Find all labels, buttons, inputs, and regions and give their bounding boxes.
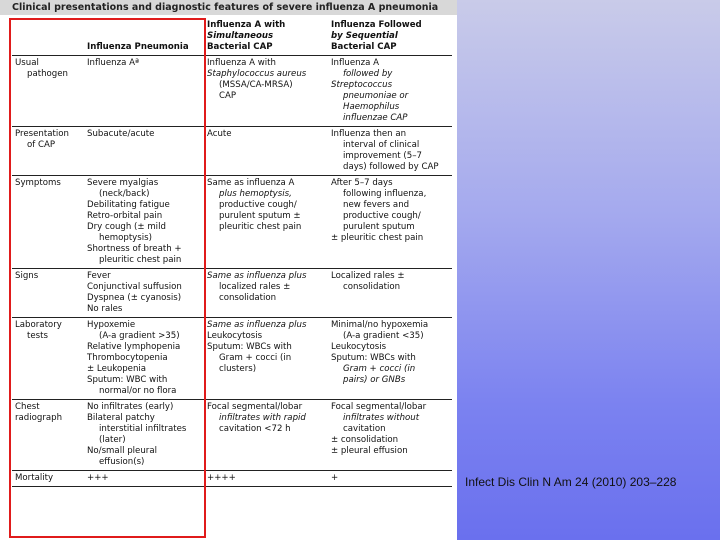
cell-line: Laboratory bbox=[15, 320, 62, 330]
cell-line: Same as influenza plus bbox=[207, 271, 307, 281]
table-row bbox=[12, 176, 452, 269]
cell-line: pleuritic chest pain bbox=[219, 222, 302, 232]
cell-line: Severe myalgias bbox=[87, 178, 159, 188]
cell-line: Streptococcus bbox=[331, 80, 393, 90]
cell-line: normal/or no flora bbox=[99, 386, 177, 396]
table-title: Clinical presentations and diagnostic features of severe influenza A pneumonia bbox=[0, 0, 457, 15]
cell-line: of CAP bbox=[27, 140, 56, 150]
cell-line: Sputum: WBCs with bbox=[331, 353, 416, 363]
cell-line: plus hemoptysis, bbox=[219, 189, 292, 199]
cell-line: consolidation bbox=[343, 282, 401, 292]
row-label-cell bbox=[12, 176, 84, 269]
cell-line: Haemophilus bbox=[343, 102, 400, 112]
cell-line: No/small pleural bbox=[87, 446, 157, 456]
cell-line: Influenza A bbox=[331, 58, 379, 68]
cell-line: influenzae CAP bbox=[343, 113, 408, 123]
cell-line: interval of clinical bbox=[343, 140, 420, 150]
table-cell bbox=[84, 176, 204, 269]
cell-line: followed by bbox=[343, 69, 393, 79]
table-cell bbox=[204, 318, 328, 400]
cell-line: Presentation bbox=[15, 129, 69, 139]
cell-line: infiltrates with rapid bbox=[219, 413, 306, 423]
header-line: by Sequential bbox=[331, 31, 398, 41]
cell-line: pairs) or GNBs bbox=[343, 375, 406, 385]
table-cell bbox=[204, 269, 328, 318]
table-cell bbox=[328, 400, 452, 471]
cell-line: Same as influenza plus bbox=[207, 320, 307, 330]
table-row bbox=[12, 269, 452, 318]
cell-line: localized rales ± bbox=[219, 282, 291, 292]
cell-line: Same as influenza A bbox=[207, 178, 295, 188]
cell-line: + bbox=[331, 473, 339, 483]
row-label-cell bbox=[12, 400, 84, 471]
table-cell bbox=[328, 318, 452, 400]
cell-line: (A-a gradient <35) bbox=[343, 331, 424, 341]
cell-line: ± Leukopenia bbox=[87, 364, 147, 374]
cell-line: +++ bbox=[87, 473, 109, 483]
cell-line: Conjunctival suffusion bbox=[87, 282, 182, 292]
cell-line: Mortality bbox=[15, 473, 54, 483]
header-simultaneous-cap bbox=[204, 16, 328, 56]
cell-line: purulent sputum bbox=[343, 222, 415, 232]
cell-line: consolidation bbox=[219, 293, 277, 303]
header-influenza-pneumonia: Influenza Pneumonia bbox=[84, 16, 204, 56]
cell-line: improvement (5–7 bbox=[343, 151, 422, 161]
cell-line: Usual bbox=[15, 58, 39, 68]
cell-line: (neck/back) bbox=[99, 189, 150, 199]
cell-line: ± pleuritic chest pain bbox=[331, 233, 424, 243]
cell-line: Gram + cocci (in bbox=[343, 364, 416, 374]
cell-line: After 5–7 days bbox=[331, 178, 393, 188]
cell-line: Hypoxemie bbox=[87, 320, 136, 330]
cell-line: Thrombocytopenia bbox=[87, 353, 168, 363]
header-line: Influenza A with bbox=[207, 20, 286, 30]
cell-line: Focal segmental/lobar bbox=[207, 402, 303, 412]
row-label-cell bbox=[12, 56, 84, 127]
cell-line: following influenza, bbox=[343, 189, 427, 199]
cell-line: Focal segmental/lobar bbox=[331, 402, 427, 412]
table-cell bbox=[204, 471, 328, 487]
table-cell bbox=[328, 269, 452, 318]
cell-line: pneumoniae or bbox=[343, 91, 409, 101]
cell-line: interstitial infiltrates bbox=[99, 424, 187, 434]
cell-line: Minimal/no hypoxemia bbox=[331, 320, 429, 330]
cell-line: Staphylococcus aureus bbox=[207, 69, 307, 79]
cell-line: Sputum: WBC with bbox=[87, 375, 168, 385]
cell-line: cavitation <72 h bbox=[219, 424, 291, 434]
cell-line: Sputum: WBCs with bbox=[207, 342, 292, 352]
cell-line: Leukocytosis bbox=[331, 342, 387, 352]
cell-line: pleuritic chest pain bbox=[99, 255, 182, 265]
row-label-cell bbox=[12, 127, 84, 176]
table-cell bbox=[328, 127, 452, 176]
cell-line: radiograph bbox=[15, 413, 63, 423]
cell-line: hemoptysis) bbox=[99, 233, 152, 243]
cell-line: Debilitating fatigue bbox=[87, 200, 170, 210]
table-cell bbox=[84, 318, 204, 400]
header-empty bbox=[12, 16, 84, 56]
cell-line: Bilateral patchy bbox=[87, 413, 155, 423]
header-sequential-cap bbox=[328, 16, 452, 56]
cell-line: ± consolidation bbox=[331, 435, 399, 445]
cell-line: Dyspnea (± cyanosis) bbox=[87, 293, 182, 303]
cell-line: CAP bbox=[219, 91, 237, 101]
table-cell bbox=[328, 176, 452, 269]
cell-line: effusion(s) bbox=[99, 457, 145, 467]
cell-line: Influenza A with bbox=[207, 58, 276, 68]
comparison-table bbox=[12, 16, 452, 487]
row-label-cell bbox=[12, 318, 84, 400]
cell-line: No infiltrates (early) bbox=[87, 402, 174, 412]
table-row bbox=[12, 127, 452, 176]
cell-line: productive cough/ bbox=[343, 211, 421, 221]
header-line: Simultaneous bbox=[207, 31, 274, 41]
table-cell bbox=[204, 127, 328, 176]
header-line: Bacterial CAP bbox=[331, 42, 397, 52]
cell-line: Dry cough (± mild bbox=[87, 222, 166, 232]
cell-line: Leukocytosis bbox=[207, 331, 263, 341]
cell-line: Chest bbox=[15, 402, 40, 412]
cell-line: ± pleural effusion bbox=[331, 446, 408, 456]
cell-line: ++++ bbox=[207, 473, 236, 483]
cell-line: Subacute/acute bbox=[87, 129, 155, 139]
cell-line: new fevers and bbox=[343, 200, 410, 210]
table-row bbox=[12, 400, 452, 471]
cell-line: Gram + cocci (in bbox=[219, 353, 292, 363]
cell-line: tests bbox=[27, 331, 48, 341]
cell-line: days) followed by CAP bbox=[343, 162, 439, 172]
header-line: Bacterial CAP bbox=[207, 42, 273, 52]
cell-line: (MSSA/CA-MRSA) bbox=[219, 80, 293, 90]
table-cell bbox=[84, 127, 204, 176]
cell-line: (later) bbox=[99, 435, 126, 445]
table-cell bbox=[204, 400, 328, 471]
table-cell bbox=[84, 56, 204, 127]
cell-line: infiltrates without bbox=[343, 413, 420, 423]
cell-line: Shortness of breath + bbox=[87, 244, 182, 254]
header-row bbox=[12, 16, 452, 56]
cell-line: productive cough/ bbox=[219, 200, 297, 210]
cell-line: Symptoms bbox=[15, 178, 61, 188]
cell-line: Relative lymphopenia bbox=[87, 342, 181, 352]
row-label-cell bbox=[12, 471, 84, 487]
table-cell bbox=[204, 56, 328, 127]
table-cell bbox=[328, 471, 452, 487]
table-cell bbox=[328, 56, 452, 127]
cell-line: Localized rales ± bbox=[331, 271, 405, 281]
cell-line: Retro-orbital pain bbox=[87, 211, 163, 221]
table-cell bbox=[204, 176, 328, 269]
table-row bbox=[12, 471, 452, 487]
table-row bbox=[12, 56, 452, 127]
cell-line: No rales bbox=[87, 304, 123, 314]
cell-line: Signs bbox=[15, 271, 39, 281]
cell-line: Acute bbox=[207, 129, 232, 139]
cell-line: Fever bbox=[87, 271, 111, 281]
table-cell bbox=[84, 471, 204, 487]
header-line: Influenza Followed bbox=[331, 20, 422, 30]
cell-line: Influenza Aª bbox=[87, 58, 140, 68]
cell-line: (A-a gradient >35) bbox=[99, 331, 180, 341]
cell-line: cavitation bbox=[343, 424, 386, 434]
cell-line: clusters) bbox=[219, 364, 257, 374]
cell-line: purulent sputum ± bbox=[219, 211, 301, 221]
cell-line: Influenza then an bbox=[331, 129, 407, 139]
cell-line: pathogen bbox=[27, 69, 68, 79]
table-row bbox=[12, 318, 452, 400]
row-label-cell bbox=[12, 269, 84, 318]
citation-text: Infect Dis Clin N Am 24 (2010) 203–228 bbox=[465, 475, 677, 489]
table-cell bbox=[84, 400, 204, 471]
table-cell bbox=[84, 269, 204, 318]
